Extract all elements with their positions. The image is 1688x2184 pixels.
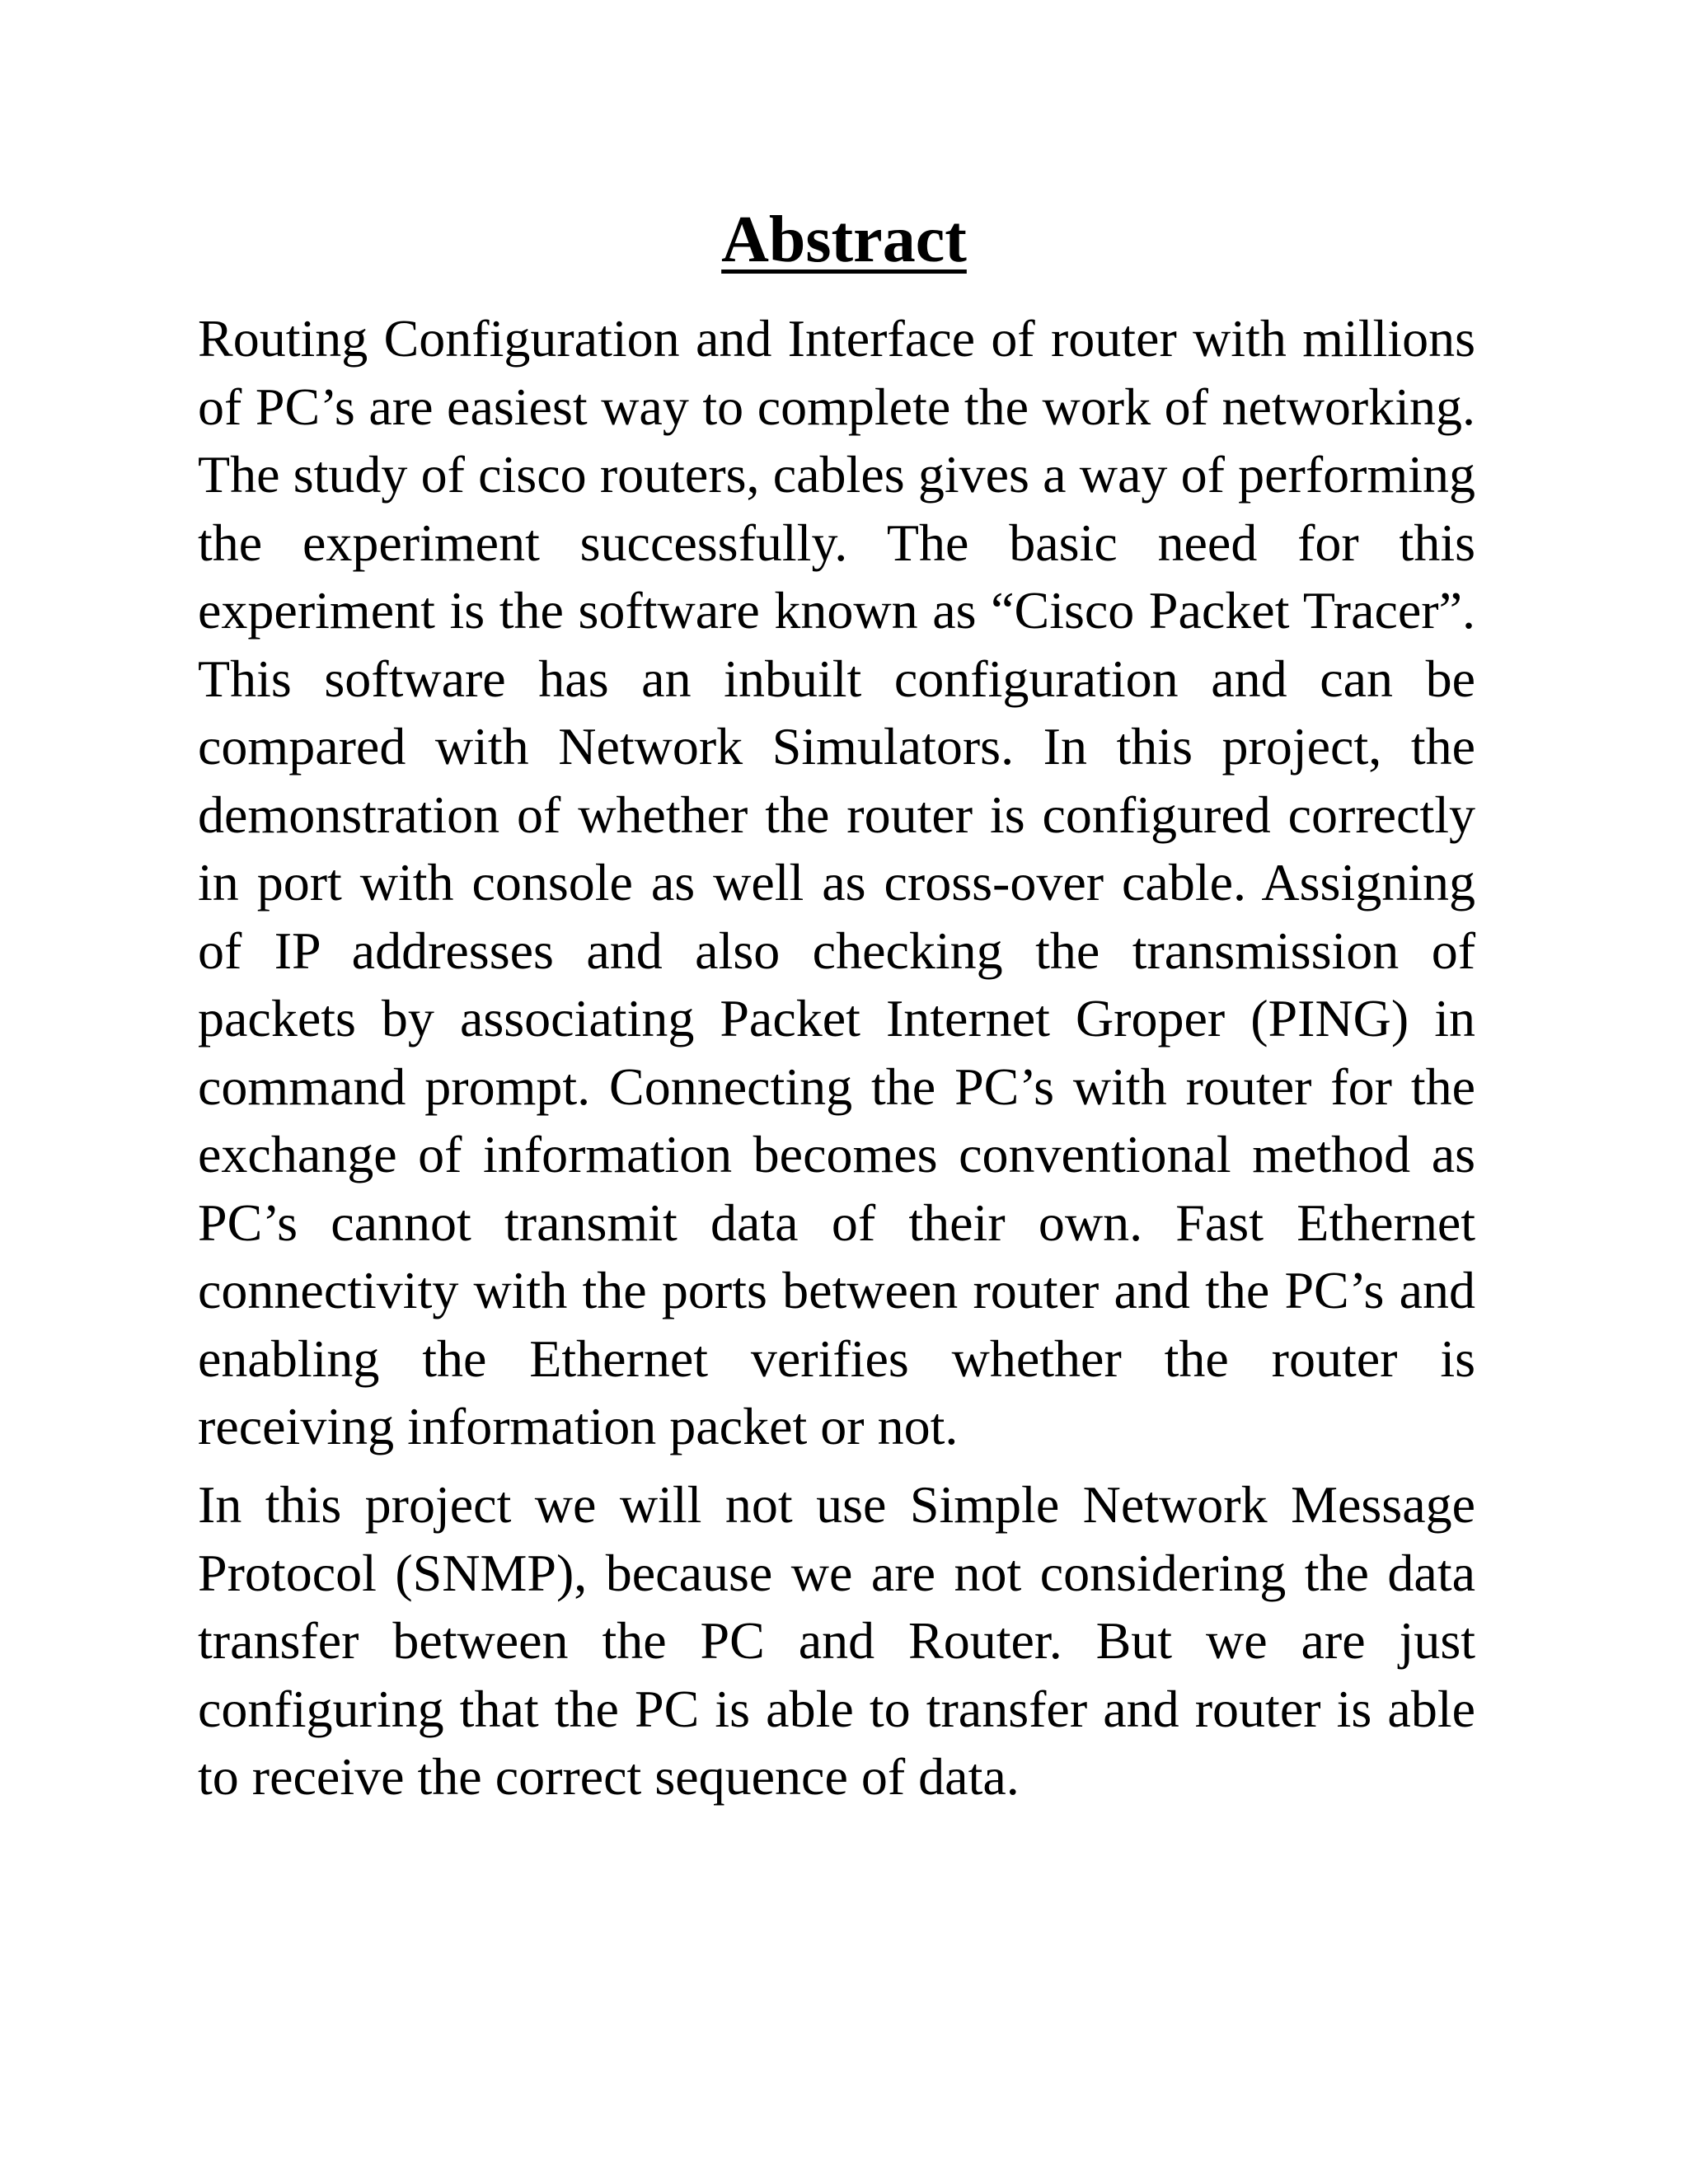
page-title-text: Abstract [721, 204, 967, 276]
abstract-paragraph-1: Routing Configuration and Interface of router with millions of PC’s are easiest way to complete the work of networking. The study of cisco routers, cables gives a way of performing the experiment successfully. The basic need for this experiment is the software known as “Cisco Packet Tracer”. This software has an inbuilt configuration and can be compared with Network Simulators. In this project, the demonstration of whether the router is configured correctly in port with console as well as cross-over cable. Assigning of IP addresses and also checking the transmission of packets by associating Packet Internet Groper (PING) in command prompt. Connecting the PC’s with router for the exchange of information becomes conventional method as PC’s cannot transmit data of their own. Fast Ethernet connectivity with the ports between router and the PC’s and enabling the Ethernet verifies whether the router is receiving information packet or not. [198, 309, 1475, 1455]
abstract-paragraph-2: In this project we will not use Simple Network Message Protocol (SNMP), because we are not considering the data transfer between the PC and Router. But we are just configuring that the PC is able to transfer and router is able to receive the correct sequence of data. [198, 1475, 1475, 1806]
page-title [0, 194, 1688, 285]
